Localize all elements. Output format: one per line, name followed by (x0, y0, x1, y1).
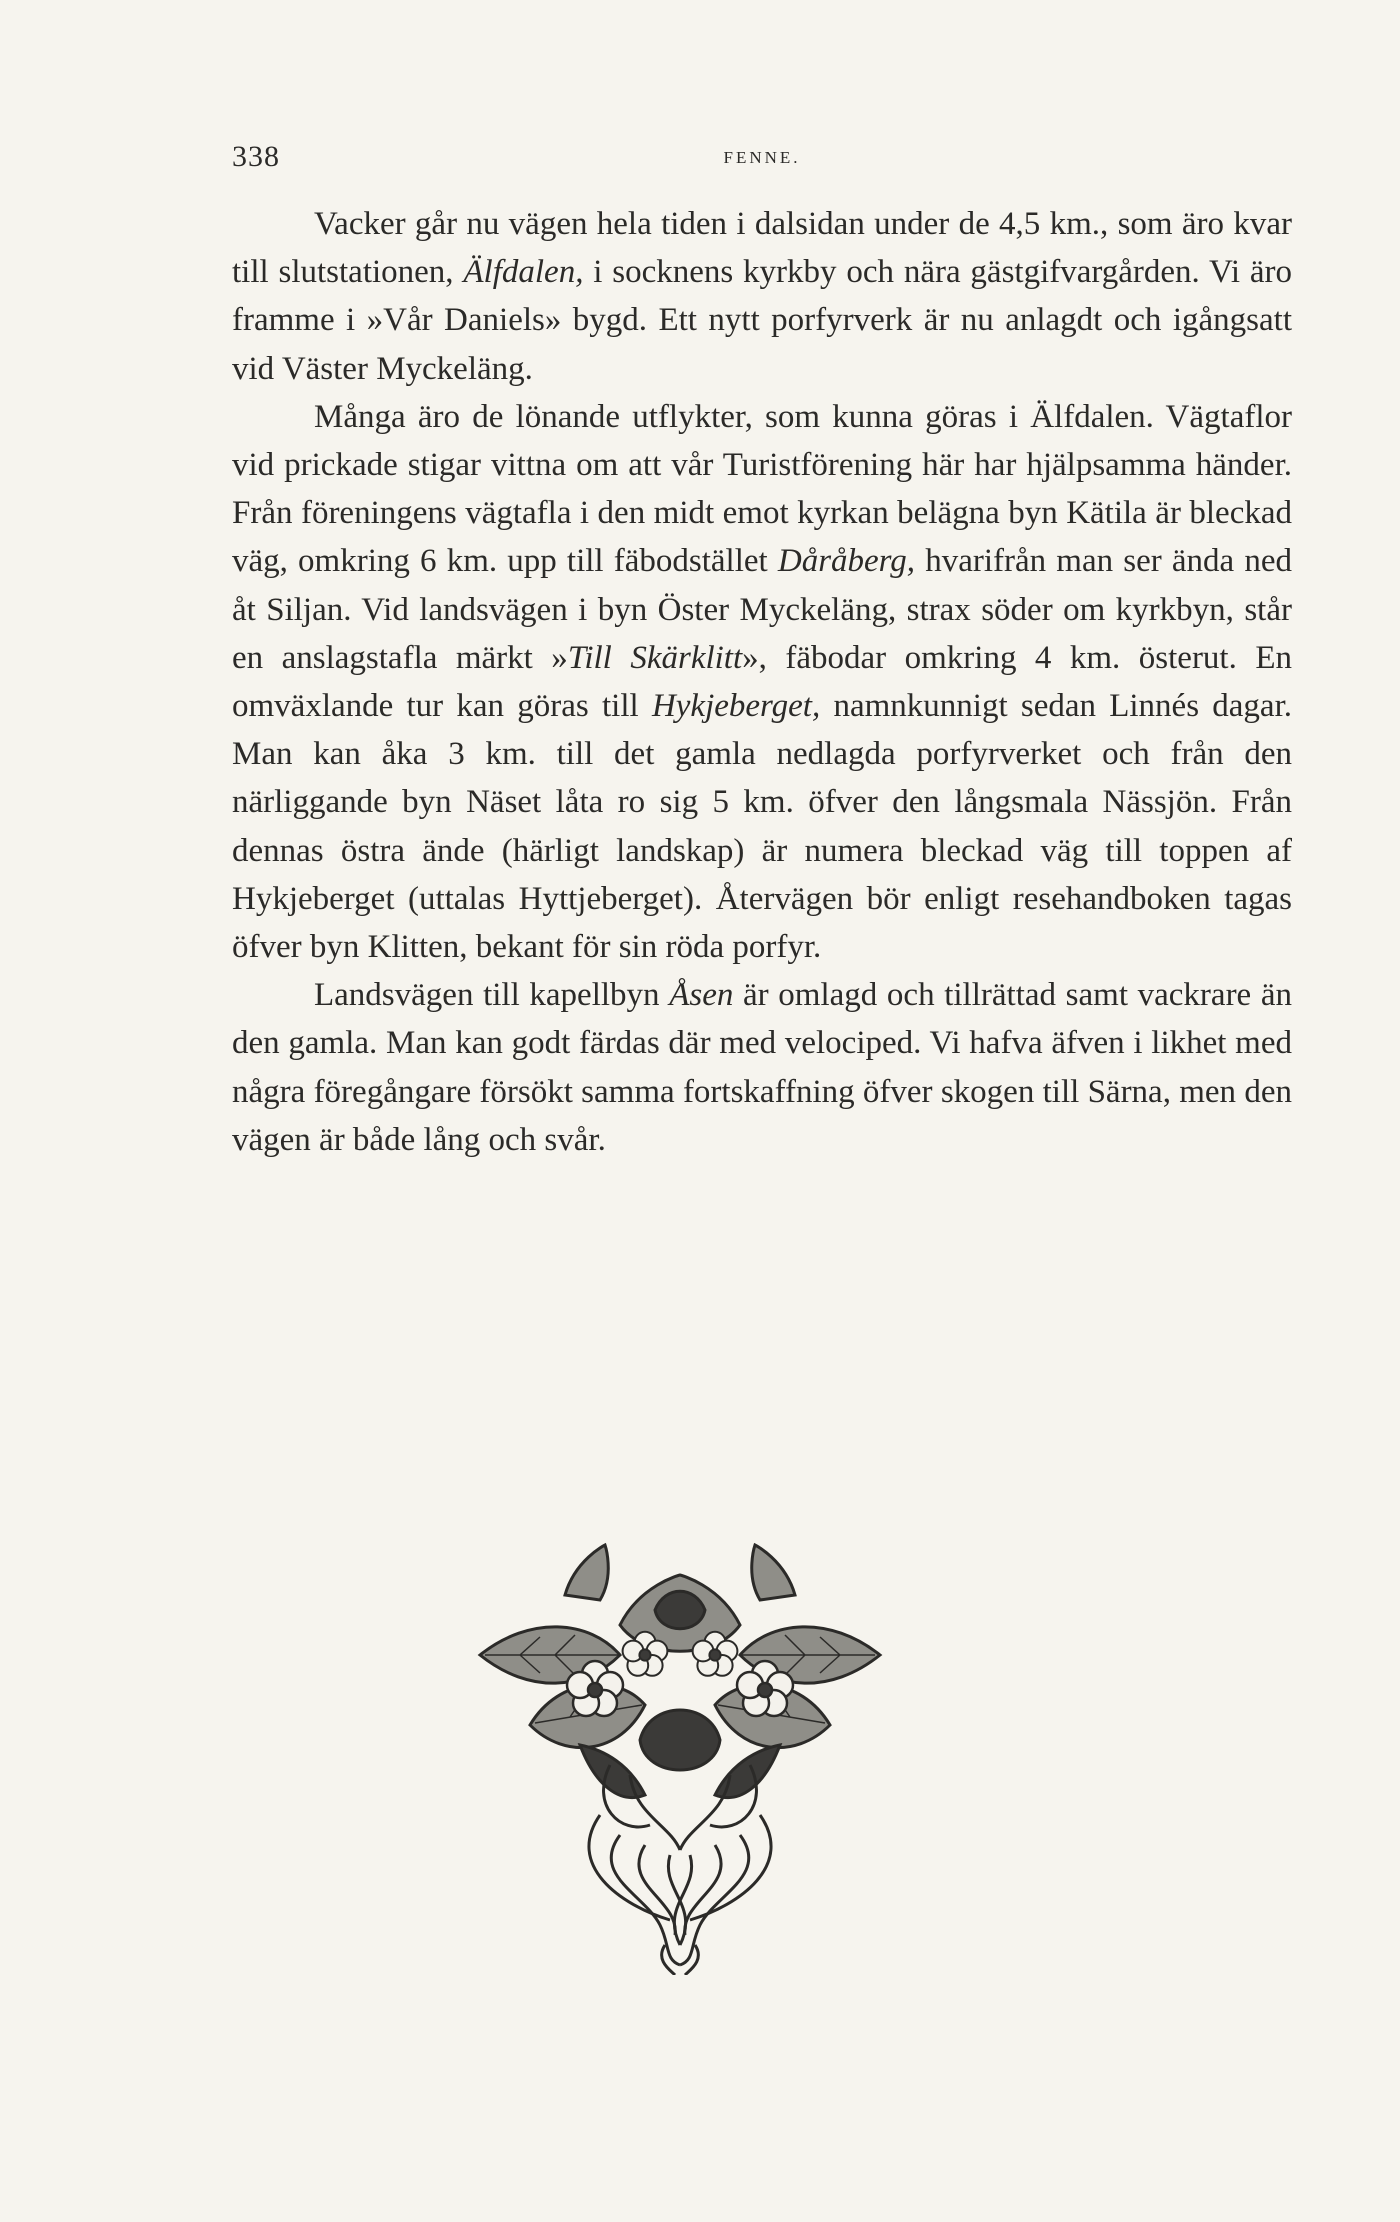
italic-run: Dåråberg, (777, 543, 916, 580)
text-run: », fäbodar omkring 4 km. österut. En omväxlande tur kan göras till (232, 639, 1292, 725)
text-run: Många äro de lönande utflykter, som kunna göras i Älfdalen. Vägtaflor vid prickade stigar vittna om att vår Turistförening här har hjälpsamma händer. Från föreningens vägtafla i den midt emot kyrkan belägna byn Kätila är bleckad väg, omkring 6 km. upp till fäbodstället (232, 398, 1292, 580)
page-number: 338 (232, 140, 280, 173)
paragraph (232, 393, 1292, 971)
text-run: i socknens kyrkby och nära gästgifvargården. Vi äro framme i »Vår Daniels» bygd. Ett nytt porfyrverk är nu anlagdt och igångsatt vid Väster Myckeläng. (232, 254, 1293, 387)
running-title: FENNE. (723, 148, 801, 167)
italic-run: Åsen (669, 977, 734, 1014)
text-run: är omlagd och tillrättad samt vackrare än den gamla. Man kan godt färdas där med velociped. Vi hafva äfven i likhet med några föregångare försökt samma fortskaffning öfver skogen till Särna, men den vägen är både lång och svår. (232, 977, 1292, 1158)
italic-run: Hykjeberget, (651, 688, 821, 725)
text-run: Landsvägen till kapellbyn (314, 977, 670, 1014)
running-head (232, 140, 1292, 180)
text-run: namnkunnigt sedan Linnés dagar. Man kan åka 3 km. till det gamla nedlagda porfyrverket och från den närliggande byn Näset låta ro sig 5 km. öfver den långsmala Nässjön. Från dennas östra ände (härligt landskap) är numera bleckad väg till toppen af Hykjeberget (uttalas Hyttjeberget). Återvägen bör enligt resehandboken tagas öfver byn Klitten, bekant för sin röda porfyr. (232, 688, 1292, 966)
paragraph (232, 971, 1292, 1164)
text-run: hvarifrån man ser ända ned åt Siljan. Vid landsvägen i byn Öster Myckeläng, strax söder om kyrkbyn, står en anslagstafla märkt » (232, 543, 1293, 676)
paragraph (232, 200, 1292, 393)
italic-run: Till Skärklitt (567, 639, 743, 676)
italic-run: Älfdalen, (463, 254, 584, 291)
text-run: Vacker går nu vägen hela tiden i dalsidan under de 4,5 km., som äro kvar till slutstationen, (232, 206, 1292, 291)
floral-ornament-icon (470, 1505, 890, 1975)
body-text (232, 200, 1292, 1164)
